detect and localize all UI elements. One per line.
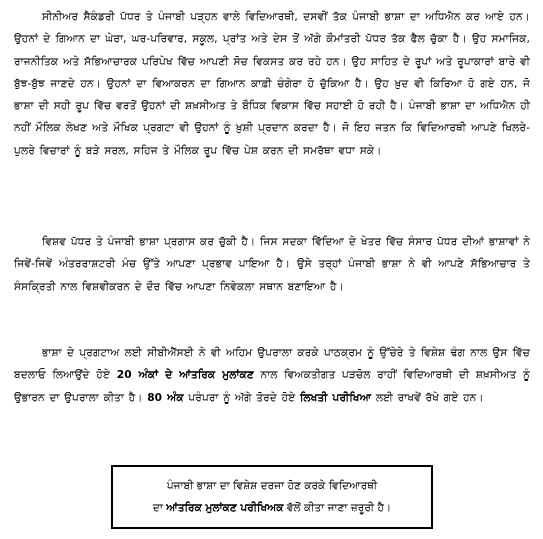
notice-line-2-end: ਵੱਲੋਂ ਕੀਤਾ ਜਾਣਾ ਜ਼ਰੂਰੀ ਹੈ। [283,502,392,514]
notice-line-2 [113,497,431,519]
assessment-text-3: ਪਰੰਪਰਾ ਨੂੰ ਅੱਗੇ ਤੋਰਦੇ ਹੋਏ [183,391,300,404]
paragraph-assessment [14,342,530,409]
assessment-text-1: ਭਾਸ਼ਾ ਦੇ ਪ੍ਰਗਟਾਅ ਲਈ ਸੀਬੀਐੱਸਈ ਨੇ ਵੀ ਅਹਿਮ ਉਪਰਾਲਾ ਕਰਕੇ ਪਾਠਕ੍ਰਮ ਨੂੰ ਉੱਚੇਰੇ ਤੇ ਵਿਸ਼ੇਸ਼ ਢੰਗ ਨਾਲ ਉਸ ਵਿੱਚ ਬਦਲਾਓ ਲਿਆਉਂਦੇ ਹੋਏ [14,347,530,382]
internal-assessment-marks: 20 ਅੰਕਾਂ ਦੇ ਆਂਤਰਿਕ ਮੁਲਾਂਕਣ [116,369,254,382]
written-exam-marks: 80 ਅੰਕ [147,391,184,404]
notice-examiner-label: ਆਂਤਰਿਕ ਮੁਲਾਂਕਣ ਪਰੀਖਿਅਕ [166,502,284,514]
notice-line-2-start: ਦਾ [152,502,167,514]
paragraph-global-level: ਵਿਸ਼ਵ ਪੱਧਰ ਤੇ ਪੰਜਾਬੀ ਭਾਸ਼ਾ ਪ੍ਰਗਾਸ ਕਰ ਚੁੱਕੀ ਹੈ। ਜਿਸ ਸਦਕਾ ਵਿੱਦਿਆ ਦੇ ਖੇਤਰ ਵਿੱਚ ਸੰਸਾਰ ਪੱਧਰ ਦੀਆਂ ਭਾਸ਼ਾਵਾਂ ਨੇ ਜਿਵੇਂ-ਜਿਵੇਂ ਅੰਤਰਰਾਸ਼ਟਰੀ ਮੰਚ ਉੱਤੇ ਆਪਣਾ ਪ੍ਰਭਾਵ ਪਾਇਆ ਹੈ। ਉਸੇ ਤਰ੍ਹਾਂ ਪੰਜਾਬੀ ਭਾਸ਼ਾ ਨੇ ਵੀ ਆਪਣੇ ਸੱਭਿਆਚਾਰ ਤੇ ਸੰਸਕ੍ਰਿਤੀ ਨਾਲ ਵਿਸ਼ਵੀਕਰਨ ਦੇ ਦੌਰ ਵਿੱਚ ਆਪਣਾ ਨਿਵੇਕਲਾ ਸਥਾਨ ਬਣਾਇਆ ਹੈ। [14,236,530,293]
written-exam-label: ਲਿਖਤੀ ਪਰੀਖਿਆ [300,391,372,404]
paragraph-intro: ਸੀਨੀਅਰ ਸੈਕੰਡਰੀ ਪੱਧਰ ਤੇ ਪੰਜਾਬੀ ਪੜ੍ਹਨ ਵਾਲੇ ਵਿਦਿਆਰਥੀ, ਦਸਵੀਂ ਤੱਕ ਪੰਜਾਬੀ ਭਾਸ਼ਾ ਦਾ ਅਧਿਐਨ ਕਰ ਆਏ ਹਨ। ਉਹਨਾਂ ਦੇ ਗਿਆਨ ਦਾ ਘੇਰਾ, ਘਰ-ਪਰਿਵਾਰ, ਸਕੂਲ, ਪ੍ਰਾਂਤ ਅਤੇ ਦੇਸ ਤੋਂ ਅੱਗੇ ਕੌਮਾਂਤਰੀ ਪੱਧਰ ਤੱਕ ਫੈਲ ਚੁੱਕਾ ਹੈ। ਉਹ ਸਮਾਜਿਕ, ਰਾਜਨੀਤਿਕ ਅਤੇ ਸੱਭਿਆਚਾਰਕ ਪਰਿਪੇਖ ਵਿੱਚ ਆਪਣੀ ਸੋਚ ਵਿਕਸਤ ਕਰ ਰਹੇ ਹਨ। ਉਹ ਸਾਹਿਤ ਦੇ ਰੂਪਾਂ ਅਤੇ ਰੂਪਾਕਾਰਾਂ ਬਾਰੇ ਵੀ ਬੁੱਝ-ਬੁੱਝ ਜਾਣਦੇ ਹਨ। ਉਹਨਾਂ ਦਾ ਵਿਆਕਰਨ ਦਾ ਗਿਆਨ ਕਾਫ਼ੀ ਚੰਗੇਰਾ ਹੋ ਚੁੱਕਿਆ ਹੈ। ਉਹ ਖ਼ੁਦ ਵੀ ਕਿਰਿਆ ਹੋ ਗਏ ਹਨ, ਜੋ ਭਾਸ਼ਾ ਦੀ ਸਹੀ ਰੂਪ ਵਿੱਚ ਵਰਤੋਂ ਉਹਨਾਂ ਦੀ ਸ਼ਖ਼ਸੀਅਤ ਤੇ ਬੌਧਿਕ ਵਿਕਾਸ ਵਿੱਚ ਸਹਾਈ ਹੋ ਰਹੀ ਹੈ। ਪੰਜਾਬੀ ਭਾਸ਼ਾ ਦਾ ਅਧਿਐਨ ਹੀ ਨਹੀਂ ਮੌਲਿਕ ਲੇਖਣ ਅਤੇ ਮੌਖਿਕ ਪ੍ਰਗਟਾ ਵੀ ਉਹਨਾਂ ਨੂੰ ਖ਼ੁਸ਼ੀ ਪ੍ਰਦਾਨ ਕਰਦਾ ਹੈ। ਜੋ ਇਹ ਜਤਨ ਕਿ ਵਿਦਿਆਰਥੀ ਆਪਣੇ ਖਿਲਰੇ-ਪੁਲਰੇ ਵਿਚਾਰਾਂ ਨੂੰ ਬੜੇ ਸਰਲ, ਸਹਿਜ ਤੇ ਮੌਲਿਕ ਰੂਪ ਵਿੱਚ ਪੇਸ਼ ਕਰਨ ਦੀ ਸਮਰੱਥਾ ਵਧਾ ਸਕੇ। [14,11,530,157]
assessment-text-4: ਲਈ ਰਾਖਵੇਂ ਰੱਖੇ ਗਏ ਹਨ। [371,391,484,404]
notice-line-1: ਪੰਜਾਬੀ ਭਾਸ਼ਾ ਦਾ ਵਿਸ਼ੇਸ਼ ਦਰਜਾ ਹੋਣ ਕਰਕੇ ਵਿਦਿਆਰਥੀ [166,480,378,492]
notice-box [111,465,433,529]
assessment-text-2: ਨਾਲ ਵਿਅਕਤੀਗਤ ਪੜਚੋਲ ਰਾਹੀਂ ਵਿਦਿਆਰਥੀ ਦੀ ਸ਼ਖ਼ਸੀਅਤ ਨੂੰ ਉਭਾਰਨ ਦਾ ਉਪਰਾਲਾ ਕੀਤਾ ਹੈ। [14,369,530,404]
